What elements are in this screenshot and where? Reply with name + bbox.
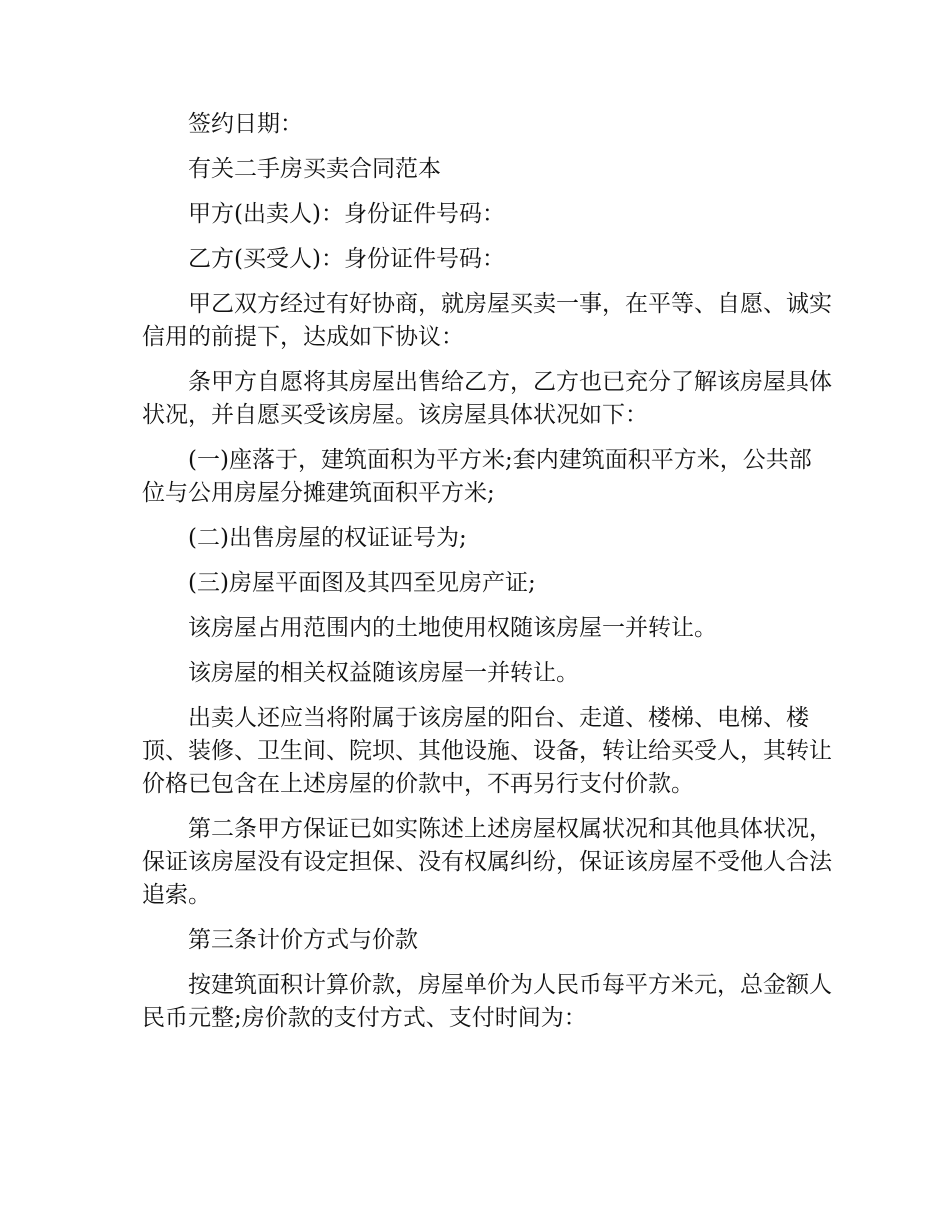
article-two-paragraph: 第二条甲方保证已如实陈述上述房屋权属状况和其他具体状况，保证该房屋没有设定担保、没有权属纠纷，保证该房屋不受他人合法追索。 bbox=[142, 816, 832, 908]
preamble-paragraph: 甲乙双方经过有好协商，就房屋买卖一事，在平等、自愿、诚实信用的前提下，达成如下协议： bbox=[142, 291, 832, 350]
party-a-line: 甲方(出卖人)：身份证件号码： bbox=[188, 201, 505, 227]
attached-facilities-paragraph: 出卖人还应当将附属于该房屋的阳台、走道、楼梯、电梯、楼顶、装修、卫生间、院坝、其他设施、设备，转让给买受人，其转让价格已包含在上述房屋的价款中，不再另行支付价款。 bbox=[142, 705, 832, 797]
document-title: 有关二手房买卖合同范本 bbox=[188, 156, 441, 182]
item-three-floor-plan: (三)房屋平面图及其四至见房产证; bbox=[188, 570, 536, 596]
party-b-line: 乙方(买受人)：身份证件号码： bbox=[188, 246, 505, 272]
article-three-heading: 第三条计价方式与价款 bbox=[188, 927, 418, 953]
signing-date-line: 签约日期： bbox=[188, 111, 303, 137]
land-use-right-paragraph: 该房屋占用范围内的土地使用权随该房屋一并转让。 bbox=[188, 615, 717, 641]
item-one-location: (一)座落于，建筑面积为平方米;套内建筑面积平方米，公共部位与公用房屋分摊建筑面积平方米; bbox=[142, 447, 812, 506]
article-one-paragraph: 条甲方自愿将其房屋出售给乙方，乙方也已充分了解该房屋具体状况，并自愿买受该房屋。该房屋具体状况如下： bbox=[142, 369, 832, 428]
item-two-certificate: (二)出售房屋的权证证号为; bbox=[188, 525, 467, 551]
document-body bbox=[142, 108, 832, 1047]
related-rights-paragraph: 该房屋的相关权益随该房屋一并转让。 bbox=[188, 660, 579, 686]
pricing-paragraph: 按建筑面积计算价款，房屋单价为人民币每平方米元，总金额人民币元整;房价款的支付方式、支付时间为： bbox=[142, 972, 832, 1031]
